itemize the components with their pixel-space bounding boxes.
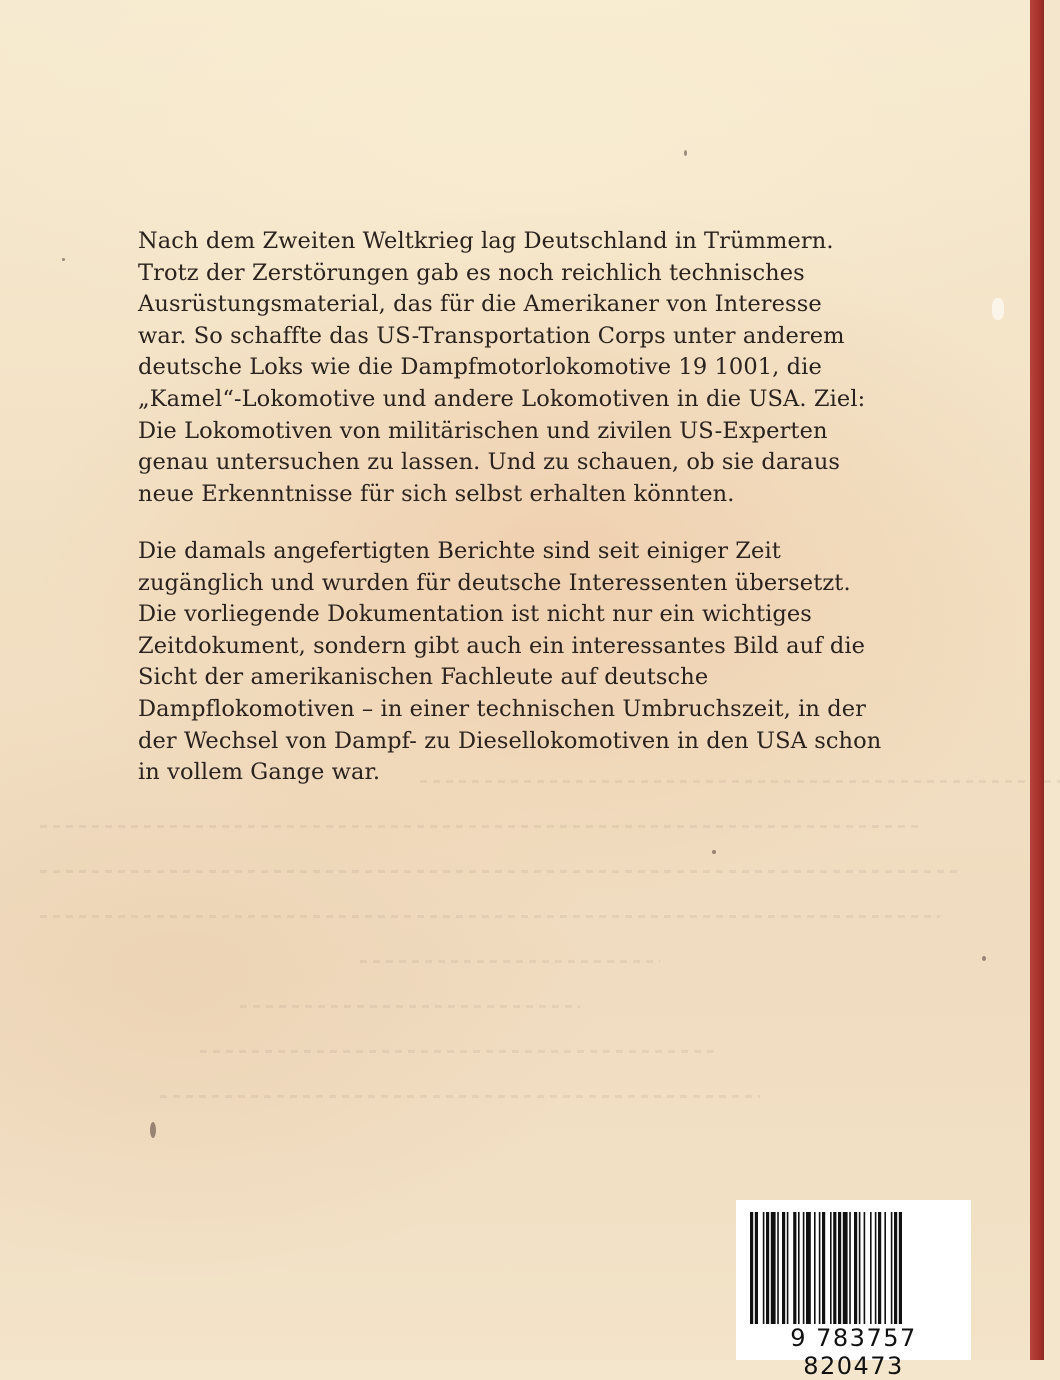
description-paragraph-2 [138,536,938,789]
text-line: war. So schaffte das US-Transportation Corps unter anderem [138,322,845,349]
barcode-bar [864,1212,866,1324]
barcode-bar [899,1212,902,1324]
barcode-bar [875,1212,877,1324]
paper-speck [62,258,65,261]
text-line: genau untersuchen zu lassen. Und zu schauen, ob sie daraus [138,449,841,476]
barcode-bar [833,1212,836,1324]
barcode-bar [777,1212,779,1324]
text-line: Zeitdokument, sondern gibt auch ein interessantes Bild auf die [138,632,866,659]
text-line: Sicht der amerikanischen Fachleute auf deutsche [138,664,709,691]
barcode-bar [878,1212,881,1324]
isbn-barcode [736,1200,971,1380]
barcode-bar [763,1212,765,1324]
text-line: deutsche Loks wie die Dampfmotorlokomotive 19 1001, die [138,354,822,381]
barcode-bar [798,1212,800,1324]
barcode-bar [750,1212,753,1324]
paper-speck [684,150,687,156]
barcode-bar [766,1212,769,1324]
text-line: Ausrüstungsmaterial, das für die Amerikaner von Interesse [138,291,822,318]
barcode-bar [843,1212,848,1324]
barcode-bar [771,1212,776,1324]
paper-speck [992,298,1004,320]
faded-typewriter-background [40,780,980,1140]
description-paragraph-1 [138,226,938,510]
barcode-bar [787,1212,789,1324]
barcode-bar [870,1212,872,1324]
text-line: Nach dem Zweiten Weltkrieg lag Deutschland in Trümmern. [138,228,834,254]
paper-speck [982,956,986,961]
text-line: Trotz der Zerstörungen gab es noch reichlich technisches [138,259,805,286]
barcode-bar [814,1212,816,1324]
paper-speck [712,850,716,854]
barcode-bar [803,1212,805,1324]
barcode-bar [806,1212,811,1324]
text-line: Dampflokomotiven – in einer technischen Umbruchszeit, in der [138,695,867,722]
isbn-digits: 9 783757 820473 [790,1324,917,1380]
barcode-bar [838,1212,841,1324]
paper-speck [150,1122,156,1138]
cover-edge-strip [1030,0,1044,1360]
barcode-bar [822,1212,825,1324]
barcode-bar [782,1212,785,1324]
barcode-bar [894,1212,897,1324]
barcode-bar [859,1212,861,1324]
barcode-bar [793,1212,796,1324]
text-line: der Wechsel von Dampf- zu Diesellokomotiven in den USA schon [138,727,882,754]
text-line: „Kamel“-Lokomotive und andere Lokomotiven in die USA. Ziel: [138,385,866,412]
barcode-bar [884,1212,886,1324]
barcode-bar [854,1212,857,1324]
barcode-bars-icon [750,1212,960,1324]
text-line: Die Lokomotiven von militärischen und zivilen US-Experten [138,417,828,444]
barcode-bar [849,1212,851,1324]
text-line: zugänglich und wurden für deutsche Interessenten übersetzt. [138,569,851,596]
text-line: in vollem Gange war. [138,759,381,786]
text-line: neue Erkenntnisse für sich selbst erhalten könnten. [138,480,735,507]
text-line: Die vorliegende Dokumentation ist nicht nur ein wichtiges [138,601,812,628]
text-line: Die damals angefertigten Berichte sind seit einiger Zeit [138,538,781,564]
barcode-bar [830,1212,832,1324]
barcode-bar [755,1212,758,1324]
barcode-bar [819,1212,821,1324]
barcode-bar [891,1212,893,1324]
